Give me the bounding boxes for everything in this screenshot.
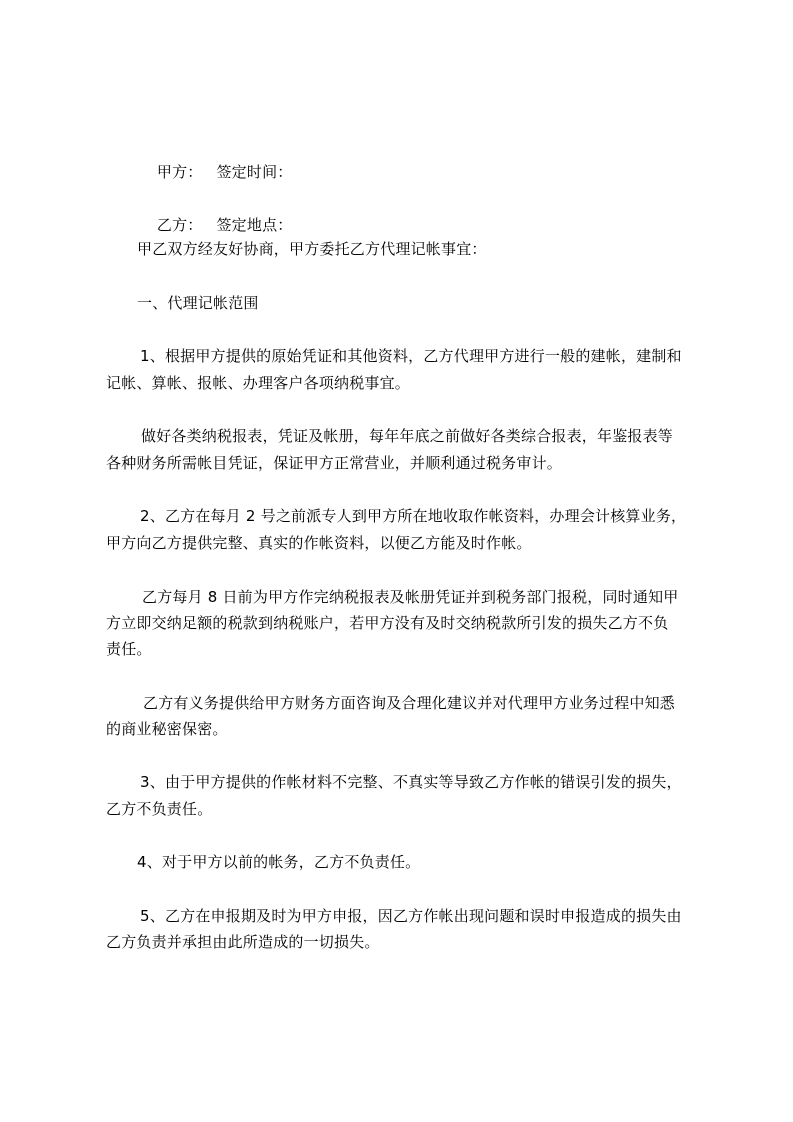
paragraph-1-line-2: 记帐、算帐、报帐、办理客户各项纳税事宜。 <box>106 374 411 392</box>
paragraph-4-line-2: 方立即交纳足额的税款到纳税账户，若甲方没有及时交纳税款所引发的损失乙方不负 <box>106 614 669 632</box>
intro-paragraph: 甲乙双方经友好协商，甲方委托乙方代理记帐事宜： <box>137 240 487 258</box>
paragraph-3-line-1: 2、乙方在每月 2 号之前派专人到甲方所在地收取作帐资料，办理会计核算业务， <box>140 507 687 525</box>
party-a-label: 甲方： <box>156 163 203 181</box>
paragraph-8-line-1: 5、乙方在申报期及时为甲方申报，因乙方作帐出现问题和误时申报造成的损失由 <box>140 907 682 925</box>
paragraph-5-line-2: 的商业秘密保密。 <box>106 720 228 738</box>
paragraph-5-line-1: 乙方有义务提供给甲方财务方面咨询及合理化建议并对代理甲方业务过程中知悉 <box>143 694 676 712</box>
paragraph-3-line-2: 甲方向乙方提供完整、真实的作帐资料，以便乙方能及时作帐。 <box>106 534 532 552</box>
section-title: 一、代理记帐范围 <box>137 294 259 312</box>
paragraph-4-line-3: 责任。 <box>106 640 152 658</box>
paragraph-8-line-2: 乙方负责并承担由此所造成的一切损失。 <box>106 933 380 951</box>
paragraph-4-line-1: 乙方每月 8 日前为甲方作完纳税报表及帐册凭证并到税务部门报税，同时通知甲 <box>142 588 679 606</box>
paragraph-2-line-2: 各种财务所需帐目凭证，保证甲方正常营业，并顺利通过税务审计。 <box>106 454 563 472</box>
sign-time-label: 签定时间： <box>216 163 293 181</box>
paragraph-6-line-2: 乙方不负责任。 <box>106 800 213 818</box>
paragraph-6-line-1: 3、由于甲方提供的作帐材料不完整、不真实等导致乙方作帐的错误引发的损失， <box>140 773 682 791</box>
paragraph-7-line-1: 4、对于甲方以前的帐务，乙方不负责任。 <box>137 853 421 871</box>
sign-place-label: 签定地点： <box>216 216 293 234</box>
paragraph-2-line-1: 做好各类纳税报表，凭证及帐册，每年年底之前做好各类综合报表，年鉴报表等 <box>141 427 674 445</box>
party-b-label: 乙方： <box>156 216 203 234</box>
paragraph-1-line-1: 1、根据甲方提供的原始凭证和其他资料，乙方代理甲方进行一般的建帐，建制和 <box>140 347 682 365</box>
